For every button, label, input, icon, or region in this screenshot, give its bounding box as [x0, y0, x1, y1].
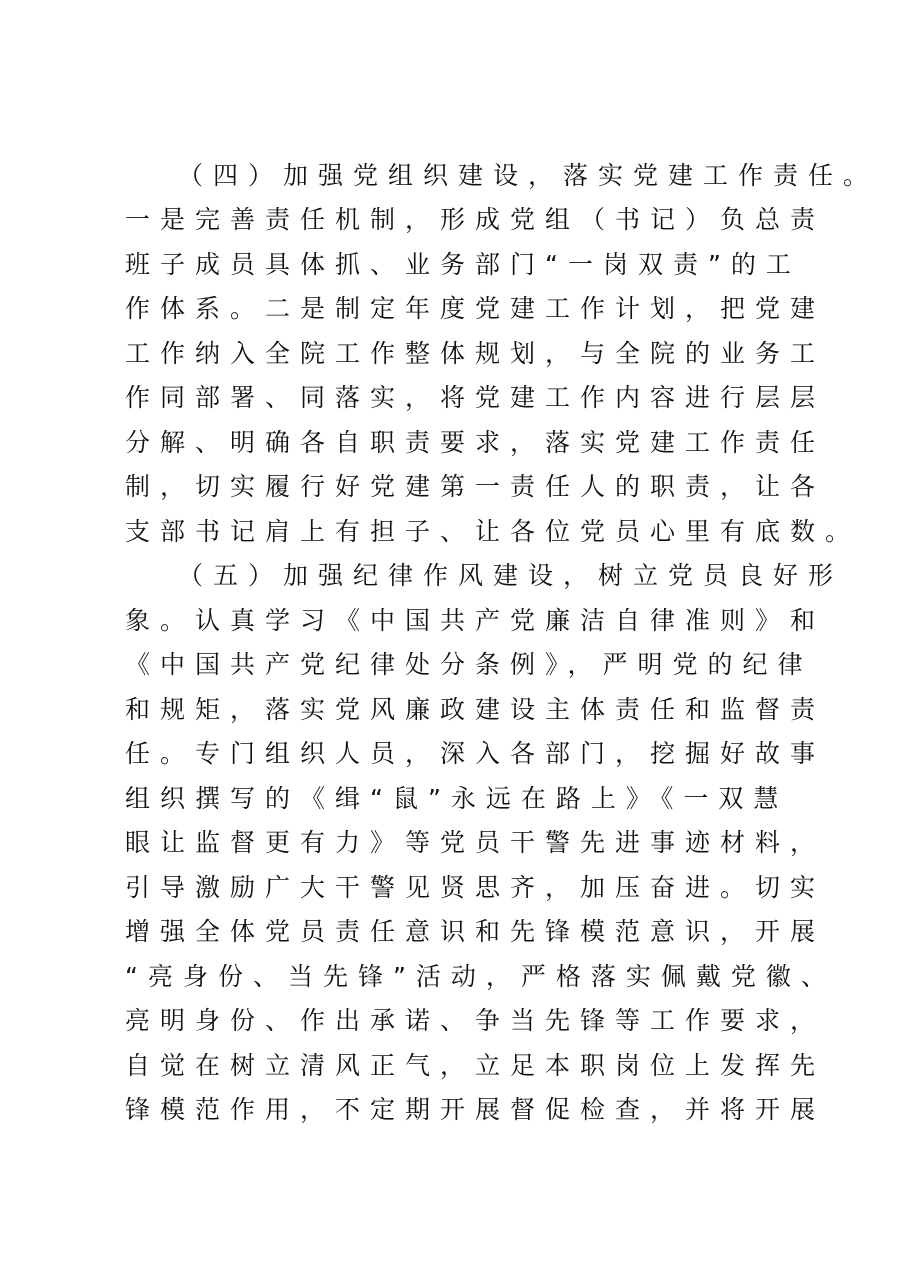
text-line: 支部书记肩上有担子、让各位党员心里有底数。 — [125, 517, 861, 546]
text-line: 组织撰写的《缉“鼠”永远在路上》《一双慧 — [125, 784, 789, 813]
text-line: 作体系。二是制定年度党建工作计划，把党建 — [125, 294, 826, 323]
text-line: 眼让监督更有力》等党员干警先进事迹材料， — [125, 828, 826, 857]
text-line: 工作纳入全院工作整体规划，与全院的业务工 — [125, 339, 826, 368]
text-line: 象。认真学习《中国共产党廉洁自律准则》和 — [125, 606, 826, 635]
text-line: 引导激励广大干警见贤思齐，加压奋进。切实 — [125, 873, 826, 902]
text-line: 作同部署、同落实，将党建工作内容进行层层 — [125, 383, 826, 412]
text-line: 任。专门组织人员，深入各部门，挖掘好故事 — [125, 739, 826, 768]
text-line: 亮明身份、作出承诺、争当先锋等工作要求， — [125, 1006, 826, 1035]
text-line: 自觉在树立清风正气，立足本职岗位上发挥先 — [125, 1051, 826, 1080]
text-line: 制，切实履行好党建第一责任人的职责，让各 — [125, 472, 826, 501]
text-line: 锋模范作用，不定期开展督促检查，并将开展 — [125, 1095, 826, 1124]
text-line: 增强全体党员责任意识和先锋模范意识，开展 — [125, 917, 826, 946]
text-line: 一是完善责任机制，形成党组（书记）负总责 — [125, 205, 826, 234]
text-line: （四）加强党组织建设，落实党建工作责任。 — [178, 161, 879, 190]
text-line: “亮身份、当先锋”活动，严格落实佩戴党徽、 — [125, 962, 836, 991]
text-line: 分解、明确各自职责要求，落实党建工作责任 — [125, 428, 826, 457]
text-line: 班子成员具体抓、业务部门“一岗双责”的工 — [125, 250, 801, 279]
text-line: 和规矩，落实党风廉政建设主体责任和监督责 — [125, 695, 826, 724]
text-line: 《中国共产党纪律处分条例》，严明党的纪律 — [125, 650, 813, 679]
text-line: （五）加强纪律作风建设，树立党员良好形 — [178, 561, 844, 590]
